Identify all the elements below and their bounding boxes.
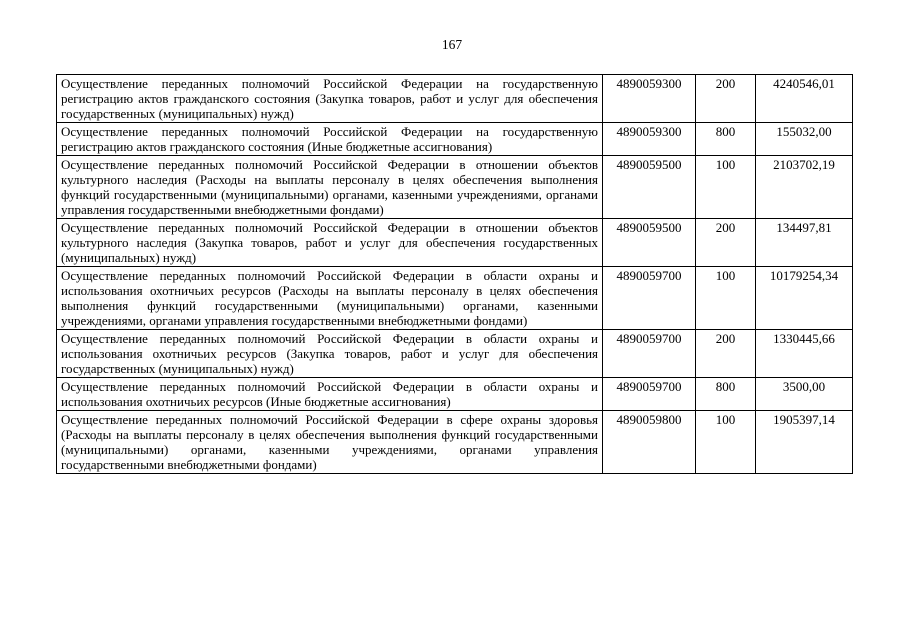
row-expense-type: 100 [696, 411, 756, 474]
row-description: Осуществление переданных полномочий Российской Федерации в области охраны и использования охотничьих ресурсов (Расходы на выплаты персоналу в целях обеспечения выполнения функций государственными (муниципальными) органами, казенными учреждениями, органами управления государственными внебюджетными фондами) [57, 267, 603, 330]
row-target-code: 4890059300 [603, 75, 696, 123]
table-row [57, 267, 853, 330]
row-target-code: 4890059500 [603, 219, 696, 267]
row-description: Осуществление переданных полномочий Российской Федерации на государственную регистрацию актов гражданского состояния (Закупка товаров, работ и услуг для обеспечения государственных (муниципальных) нужд) [57, 75, 603, 123]
row-description: Осуществление переданных полномочий Российской Федерации в отношении объектов культурного наследия (Закупка товаров, работ и услуг для обеспечения государственных (муниципальных) нужд) [57, 219, 603, 267]
row-target-code: 4890059700 [603, 267, 696, 330]
table-row [57, 75, 853, 123]
row-expense-type: 100 [696, 267, 756, 330]
table-row [57, 156, 853, 219]
row-description: Осуществление переданных полномочий Российской Федерации в области охраны и использования охотничьих ресурсов (Иные бюджетные ассигнования) [57, 378, 603, 411]
row-target-code: 4890059700 [603, 378, 696, 411]
row-amount: 155032,00 [756, 123, 853, 156]
row-amount: 10179254,34 [756, 267, 853, 330]
row-description: Осуществление переданных полномочий Российской Федерации на государственную регистрацию актов гражданского состояния (Иные бюджетные ассигнования) [57, 123, 603, 156]
row-amount: 1330445,66 [756, 330, 853, 378]
table-row [57, 411, 853, 474]
row-target-code: 4890059700 [603, 330, 696, 378]
budget-table [56, 74, 853, 474]
row-description: Осуществление переданных полномочий Российской Федерации в сфере охраны здоровья (Расходы на выплаты персоналу в целях обеспечения выполнения функций государственными (муниципальными) органами, казенными учреждениями, органами управления государственными внебюджетными фондами) [57, 411, 603, 474]
row-target-code: 4890059300 [603, 123, 696, 156]
row-expense-type: 100 [696, 156, 756, 219]
row-description: Осуществление переданных полномочий Российской Федерации в отношении объектов культурного наследия (Расходы на выплаты персоналу в целях обеспечения выполнения функций государственными (муниципальными) органами, казенными учреждениями, органами управления государственными внебюджетными фондами) [57, 156, 603, 219]
row-target-code: 4890059500 [603, 156, 696, 219]
row-amount: 3500,00 [756, 378, 853, 411]
table-row [57, 219, 853, 267]
page-number: 167 [441, 37, 463, 52]
row-expense-type: 200 [696, 75, 756, 123]
row-expense-type: 800 [696, 123, 756, 156]
row-amount: 2103702,19 [756, 156, 853, 219]
row-target-code: 4890059800 [603, 411, 696, 474]
row-amount: 1905397,14 [756, 411, 853, 474]
table-row [57, 378, 853, 411]
row-description: Осуществление переданных полномочий Российской Федерации в области охраны и использования охотничьих ресурсов (Закупка товаров, работ и услуг для обеспечения государственных (муниципальных) нужд) [57, 330, 603, 378]
row-amount: 4240546,01 [756, 75, 853, 123]
table-row [57, 123, 853, 156]
row-expense-type: 800 [696, 378, 756, 411]
row-amount: 134497,81 [756, 219, 853, 267]
row-expense-type: 200 [696, 219, 756, 267]
table-row [57, 330, 853, 378]
row-expense-type: 200 [696, 330, 756, 378]
